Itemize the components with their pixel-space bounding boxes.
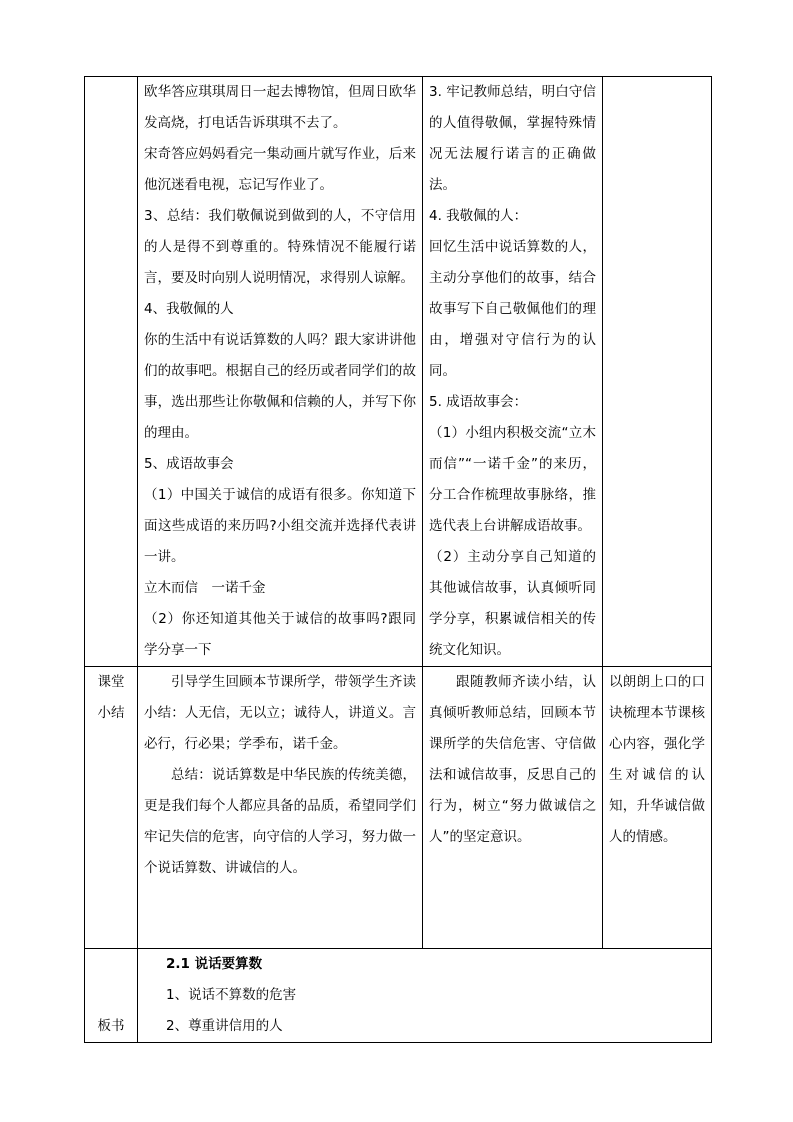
board-content-cell <box>138 949 712 1043</box>
table-row <box>85 667 712 949</box>
summary-student-cell <box>423 667 603 949</box>
lesson-plan-table <box>84 76 712 1043</box>
text-line: 5、成语故事会 <box>144 456 234 472</box>
board-item: 1、说话不算数的危害 <box>166 987 297 1003</box>
row1-teacher-cell <box>138 77 423 667</box>
summary-label: 课堂小结 <box>85 667 138 949</box>
table-row <box>85 77 712 667</box>
text-line: 4、我敬佩的人 <box>144 301 234 317</box>
text-line: 总结：说话算数是中华民族的传统美德，更是我们每个人都应具备的品质，希望同学们牢记失信的危害，向守信的人学习，努力做一个说话算数、讲诚信的人。 <box>144 767 416 876</box>
text-line: 你的生活中有说话算数的人吗？跟大家讲讲他们的故事吧。根据自己的经历或者同学们的故事，选出那些让你敬佩和信赖的人，并写下你的理由。 <box>144 332 416 441</box>
row1-intent-cell <box>603 77 712 667</box>
board-item: 2、尊重讲信用的人 <box>166 1018 283 1034</box>
text-line: 5. 成语故事会： <box>429 394 528 410</box>
board-label: 板书 <box>85 949 138 1043</box>
summary-intent-cell <box>603 667 712 949</box>
text-line: 回忆生活中说话算数的人，主动分享他们的故事，结合故事写下自己敬佩他们的理由，增强对守信行为的认同。 <box>429 239 596 379</box>
text-line: 跟随教师齐读小结，认真倾听教师总结，回顾本节课所学的失信危害、守信做法和诚信故事，反思自己的行为，树立“努力做诚信之人”的坚定意识。 <box>429 674 596 845</box>
text-line: 欧华答应琪琪周日一起去博物馆，但周日欧华发高烧，打电话告诉琪琪不去了。 <box>144 84 416 131</box>
text-line: （1）小组内积极交流“立木而信”“一诺千金”的来历，分工合作梳理故事脉络，推选代表上台讲解成语故事。 <box>429 425 596 534</box>
board-title: 2.1 说话要算数 <box>166 956 263 972</box>
row1-label-cell <box>85 77 138 667</box>
text-line: （1）中国关于诚信的成语有很多。你知道下面这些成语的来历吗?小组交流并选择代表讲一讲。 <box>144 487 416 565</box>
text-line: 以朗朗上口的口诀梳理本节课核心内容，强化学生对诚信的认知，升华诚信做人的情感。 <box>609 674 705 845</box>
table-row <box>85 949 712 1043</box>
summary-teacher-cell <box>138 667 423 949</box>
text-line: （2）主动分享自己知道的其他诚信故事，认真倾听同学分享，积累诚信相关的传统文化知识。 <box>429 549 596 658</box>
text-line: 引导学生回顾本节课所学，带领学生齐读小结：人无信，无以立；诚待人，讲道义。言必行，行必果；学季布，诺千金。 <box>144 674 416 752</box>
text-line: 3、总结：我们敬佩说到做到的人，不守信用的人是得不到尊重的。特殊情况不能履行诺言，要及时向别人说明情况，求得别人谅解。 <box>144 208 416 286</box>
row1-student-cell <box>423 77 603 667</box>
text-line: （2）你还知道其他关于诚信的故事吗?跟同学分享一下 <box>144 611 416 658</box>
text-line: 4. 我敬佩的人： <box>429 208 528 224</box>
text-line: 3. 牢记教师总结，明白守信的人值得敬佩，掌握特殊情况无法履行诺言的正确做法。 <box>429 84 596 193</box>
text-line: 宋奇答应妈妈看完一集动画片就写作业，后来他沉迷看电视，忘记写作业了。 <box>144 146 416 193</box>
text-line: 立木而信 一诺千金 <box>144 580 266 596</box>
